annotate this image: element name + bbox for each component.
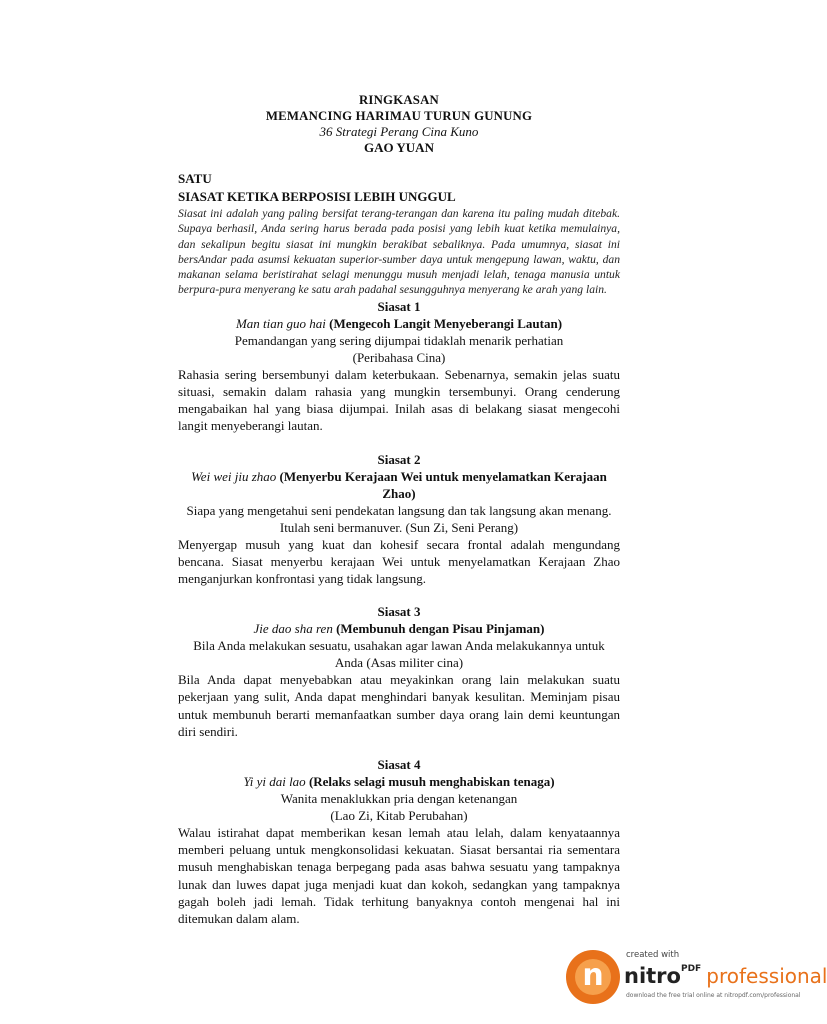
strategy-1-quote: Pemandangan yang sering dijumpai tidaklah menarik perhatian: [234, 332, 564, 348]
strategy-1-meaning: (Mengecoh Langit Menyeberangi Lautan): [329, 315, 563, 331]
watermark-pdf: PDF: [680, 964, 702, 974]
strategy-2-body: Menyergap musuh yang kuat dan kohesif secara frontal adalah mengundang bencana. Siasat menyerbu kerajaan Wei untuk menyelamatkan Kerajaan Zhao menganjurkan konfrontasi yang tidak langsung.: [178, 536, 620, 586]
strategy-4-body: Walau istirahat dapat memberikan kesan lemah atau lelah, dalam kenyataannya memberi peluang untuk mengkonsolidasi kekuatan. Siasat bersantai ria sementara musuh menghabiskan tenaga berpegang pada asas bahwa sesuatu yang tampaknya lunak dan luwes dapat juga menjadi kuat dan kokoh, sedangkan yang tampaknya gagah boleh jadi lemah. Tidak terhitung banyaknya contoh mengenai hal ini ditemukan dalam alam.: [178, 825, 620, 927]
strategy-3-meaning: (Membunuh dengan Pisau Pinjaman): [336, 621, 545, 637]
watermark-professional: professional: [706, 964, 827, 988]
document-page: [178, 92, 620, 927]
document-label: RINGKASAN: [358, 93, 439, 107]
nitro-watermark: [566, 942, 827, 1024]
book-title: MEMANCING HARIMAU TURUN GUNUNG: [265, 109, 533, 123]
strategy-3-body: Bila Anda dapat menyebabkan atau meyakinkan orang lain melakukan suatu pekerjaan yang sulit, Anda dapat menghindari banyak kesulitan. Meminjam pisau untuk membunuh berarti memanfaatkan sumber daya orang lain demi keuntungan diri sendiri.: [178, 672, 620, 739]
section-intro: Siasat ini adalah yang paling bersifat terang-terangan dan karena itu paling mudah ditebak. Supaya berhasil, Anda sering harus berada pada posisi yang lebih kuat ketika memulainya, dan sekalipun begitu siasat ini mungkin berakibat sebaliknya. Pada umumnya, siasat ini bersAndar pada asumsi kekuatan superior-sumber daya untuk mengepung lawan, waktu, dan makanan selama beristirahat selagi menunggu musuh menjadi lelah, tenaga manusia untuk berpura-pura menyerang ke satu arah padahal sesungguhnya menyerang ke arah yang lain.: [178, 207, 620, 297]
strategy-4-meaning: (Relaks selagi musuh menghabiskan tenaga): [308, 774, 555, 790]
strategy-2-chinese: Wei wei jiu zhao: [191, 468, 277, 484]
watermark-brand: [624, 964, 827, 988]
author-name: GAO YUAN: [364, 140, 434, 155]
strategy-4-quote: Wanita menaklukkan pria dengan ketenangan: [280, 791, 518, 807]
nitro-logo-letter: n: [575, 959, 611, 995]
nitro-logo-icon: [566, 950, 620, 1004]
strategy-4-name: [178, 773, 620, 790]
strategy-2-meaning: (Menyerbu Kerajaan Wei untuk menyelamatkan Kerajaan Zhao): [279, 468, 607, 501]
strategy-1-name: [178, 315, 620, 332]
strategy-3-chinese: Jie dao sha ren: [253, 621, 333, 637]
book-subtitle: 36 Strategi Perang Cina Kuno: [319, 124, 479, 139]
strategy-4-title: Siasat 4: [377, 757, 421, 773]
watermark-download-link[interactable]: download the free trial online at nitropdf.com/professional: [626, 992, 801, 999]
strategy-3-title: Siasat 3: [377, 604, 421, 620]
strategy-1-source: (Peribahasa Cina): [352, 349, 446, 365]
strategy-2-title: Siasat 2: [377, 451, 421, 467]
strategy-3-name: [178, 620, 620, 637]
strategy-3-quote: Bila Anda melakukan sesuatu, usahakan agar lawan Anda melakukannya untuk Anda (Asas militer cina): [193, 638, 605, 671]
strategy-4-chinese: Yi yi dai lao: [243, 774, 306, 790]
watermark-nitro: nitro: [624, 964, 681, 988]
section-title: SIASAT KETIKA BERPOSISI LEBIH UNGGUL: [178, 189, 456, 204]
strategy-1-chinese: Man tian guo hai: [235, 315, 326, 331]
strategy-4-source: (Lao Zi, Kitab Perubahan): [330, 808, 468, 824]
section-number: SATU: [178, 171, 212, 186]
watermark-created-with: created with: [626, 950, 680, 960]
strategy-1-title: Siasat 1: [377, 298, 421, 314]
strategy-2-name: [178, 468, 620, 502]
strategy-1-body: Rahasia sering bersembunyi dalam keterbukaan. Sebenarnya, semakin jelas suatu situasi, semakin dalam rahasia yang mungkin tersembunyi. Orang cenderung mengabaikan hal yang biasa dijumpai. Inilah asas di belakang siasat mengecohi langit menyeberangi lautan.: [178, 366, 620, 434]
strategy-2-quote: Siapa yang mengetahui seni pendekatan langsung dan tak langsung akan menang. Itulah seni bermanuver. (Sun Zi, Seni Perang): [186, 502, 612, 535]
